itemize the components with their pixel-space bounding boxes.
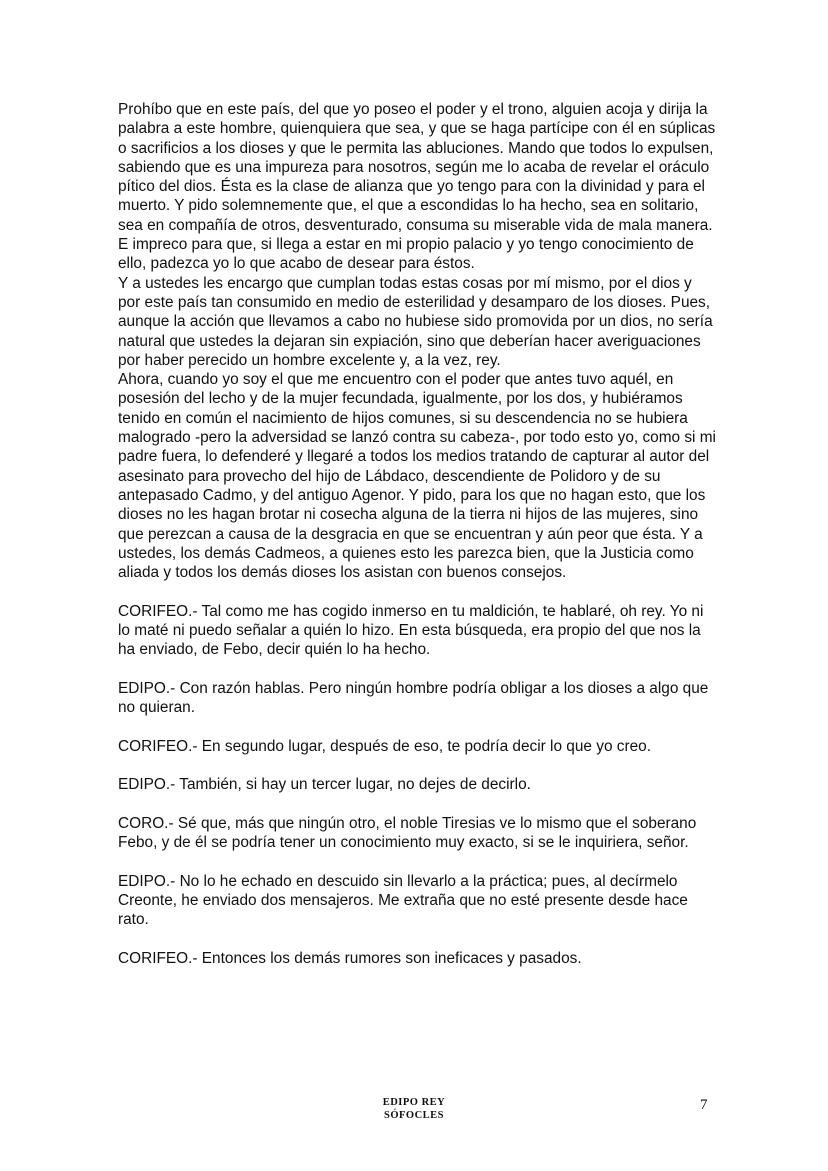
dialogue-paragraph: EDIPO.- Con razón hablas. Pero ningún hombre podría obligar a los dioses a algo que no quieran. [118, 679, 709, 717]
dialogue-paragraph: CORIFEO.- Entonces los demás rumores son ineficaces y pasados. [118, 950, 582, 968]
footer-title: EDIPO REY [382, 1097, 446, 1108]
footer-author: SÓFOCLES [383, 1110, 445, 1121]
paragraph: Y a ustedes les encargo que cumplan todas estas cosas por mí mismo, por el dios y por este país tan consumido en medio de esterilidad y desamparo de los dioses. Pues, aunque la acción que llevamos a cabo no hubiese sido promovida por un dios, no sería natural que ustedes la dejaran sin expiación, sino que deberían hacer averiguaciones por haber perecido un hombre excelente y, a la vez, rey. [118, 274, 713, 369]
dialogue-paragraph: EDIPO.- También, si hay un tercer lugar, no dejes de decirlo. [118, 776, 531, 794]
dialogue-paragraph: CORO.- Sé que, más que ningún otro, el noble Tiresias ve lo mismo que el soberano Febo, y de él se podría tener un conocimiento muy exacto, si se le inquiriera, señor. [118, 814, 697, 852]
body-text [118, 100, 718, 968]
page-number: 7 [700, 1097, 708, 1113]
dialogue-paragraph: CORIFEO.- En segundo lugar, después de eso, te podría decir lo que yo creo. [118, 737, 651, 755]
dialogue-paragraph: CORIFEO.- Tal como me has cogido inmerso en tu maldición, te hablaré, oh rey. Yo ni lo maté ni puedo señalar a quién lo hizo. En esta búsqueda, era propio del que nos la ha enviado, de Febo, decir quién lo ha hecho. [118, 602, 704, 659]
paragraph: Prohíbo que en este país, del que yo poseo el poder y el trono, alguien acoja y dirija la palabra a este hombre, quienquiera que sea, y que se haga partícipe con él en súplicas o sacrificios a los dioses y que le permita las abluciones. Mando que todos lo expulsen, sabiendo que es una impureza para nosotros, según me lo acaba de revelar el oráculo pítico del dios. Ésta es la clase de alianza que yo tengo para con la divinidad y para el muerto. Y pido solemnemente que, el que a escondidas lo ha hecho, sea en solitario, sea en compañía de otros, desventurado, consuma su miserable vida de mala manera. E impreco para que, si llega a estar en mi propio palacio y yo tengo conocimiento de ello, padezca yo lo que acabo de desear para éstos. [118, 101, 716, 273]
dialogue-paragraph: EDIPO.- No lo he echado en descuido sin llevarlo a la práctica; pues, al decírmelo Creonte, he enviado dos mensajeros. Me extraña que no esté presente desde hace rato. [118, 872, 688, 929]
paragraph: Ahora, cuando yo soy el que me encuentro con el poder que antes tuvo aquél, en posesión del lecho y de la mujer fecundada, igualmente, por los dos, y hubiéramos tenido en común el nacimiento de hijos comunes, si su descendencia no se hubiera malogrado -pero la adversidad se lanzó contra su cabeza-, por todo esto yo, como si mi padre fuera, lo defenderé y llegaré a todos los medios tratando de capturar al autor del asesinato para provecho del hijo de Lábdaco, descendiente de Polidoro y de su antepasado Cadmo, y del antiguo Agenor. Y pido, para los que no hagan esto, que los dioses no les hagan brotar ni cosecha alguna de la tierra ni hijos de las mujeres, sino que perezcan a causa de la desgracia en que se encuentran y aún peor que ésta. Y a ustedes, los demás Cadmeos, a quienes esto les parezca bien, que la Justicia como aliada y todos los demás dioses los asistan con buenos consejos. [118, 371, 716, 582]
